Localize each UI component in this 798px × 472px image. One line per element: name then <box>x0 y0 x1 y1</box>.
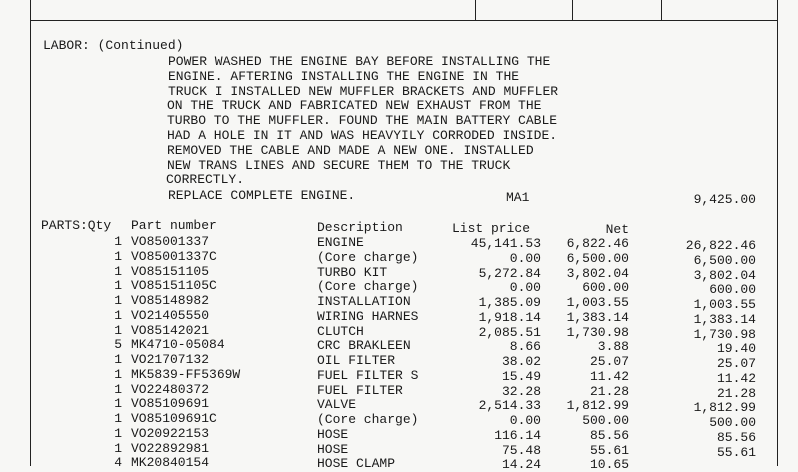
list-price-cell: 32.28 <box>501 383 541 399</box>
qty-cell: 1 <box>114 396 122 412</box>
net-cell: 11.42 <box>589 368 629 384</box>
column-divider <box>572 0 573 20</box>
description-cell: (Core charge) <box>317 279 419 295</box>
description-cell: (Core charge) <box>317 249 419 265</box>
qty-cell: 1 <box>114 322 122 338</box>
description-cell: OIL FILTER <box>317 353 396 368</box>
description-cell: VALVE <box>317 397 357 413</box>
description-cell: (Core charge) <box>317 412 419 427</box>
list-price-cell: 0.00 <box>509 413 541 428</box>
net-cell: 1,812.99 <box>566 398 629 414</box>
description-cell: FUEL FILTER <box>317 382 403 398</box>
header-net: Net <box>605 222 629 237</box>
net-cell: 1,383.14 <box>566 309 629 325</box>
net-cell: 21.28 <box>589 383 629 399</box>
qty-cell: 4 <box>114 455 122 471</box>
list-price-cell: 14.24 <box>501 457 541 472</box>
header-list-price: List price <box>452 221 531 236</box>
part-number-cell: VO85001337 <box>131 234 210 249</box>
header-part-number: Part number <box>131 218 217 233</box>
labor-summary-amount: 9,425.00 <box>693 192 756 207</box>
qty-cell: 1 <box>114 366 122 382</box>
list-price-cell: 116.14 <box>494 427 541 443</box>
net-cell: 55.61 <box>589 442 629 458</box>
qty-cell: 1 <box>114 411 122 426</box>
description-cell: ENGINE <box>317 235 364 250</box>
net-cell: 600.00 <box>582 280 629 296</box>
part-number-cell: MK20840154 <box>131 455 210 471</box>
description-cell: TURBO KIT <box>317 264 388 280</box>
qty-cell: 1 <box>114 381 122 397</box>
list-price-cell: 2,514.33 <box>478 398 541 414</box>
part-number-cell: VO85148982 <box>131 293 210 308</box>
qty-cell: 1 <box>114 440 122 456</box>
labor-heading: LABOR: (Continued) <box>43 38 184 53</box>
top-border <box>30 20 778 21</box>
description-cell: HOSE <box>317 441 349 457</box>
list-price-cell: 5,272.84 <box>478 265 541 281</box>
description-cell: HOSE <box>317 426 349 442</box>
total-cell: 1,812.99 <box>693 400 756 416</box>
net-cell: 10.65 <box>589 457 629 472</box>
total-cell: 85.56 <box>716 429 756 445</box>
total-cell: 55.61 <box>716 444 756 460</box>
total-cell: 11.42 <box>716 370 756 386</box>
description-cell: WIRING HARNES <box>317 308 419 324</box>
labor-note-line: ENGINE. AFTERING INSTALLING THE ENGINE IN THE <box>168 68 520 84</box>
part-number-cell: VO21405550 <box>131 307 210 323</box>
parts-label: PARTS:Qty <box>41 218 112 233</box>
right-border <box>777 0 778 466</box>
list-price-cell: 38.02 <box>501 354 541 369</box>
qty-cell: 1 <box>114 425 122 441</box>
labor-summary-code: MA1 <box>506 190 530 205</box>
labor-note-line: HAD A HOLE IN IT AND WAS HEAVYILY CORRODED INSIDE. <box>167 128 558 143</box>
list-price-cell: 8.66 <box>509 339 541 355</box>
qty-cell: 1 <box>114 234 122 249</box>
net-cell: 6,500.00 <box>566 250 629 266</box>
net-cell: 85.56 <box>589 427 629 443</box>
total-cell: 1,003.55 <box>693 297 756 312</box>
net-cell: 25.07 <box>589 354 629 369</box>
labor-note-line: NEW TRANS LINES AND SECURE THEM TO THE TRUCK <box>167 157 511 173</box>
total-cell: 3,802.04 <box>693 267 756 283</box>
labor-note-line: CORRECTLY. <box>166 172 245 188</box>
list-price-cell: 45,141.53 <box>470 236 541 251</box>
total-cell: 19.40 <box>716 341 756 357</box>
labor-note-line: POWER WASHED THE ENGINE BAY BEFORE INSTALLING THE <box>168 54 551 69</box>
labor-note-line: REMOVED THE CABLE AND MADE A NEW ONE. INSTALLED <box>167 142 534 158</box>
part-number-cell: VO85109691 <box>131 396 210 412</box>
header-description: Description <box>317 220 403 235</box>
part-number-cell: MK5839-FF5369W <box>131 366 241 382</box>
part-number-cell: VO22892981 <box>131 440 210 456</box>
labor-summary-description: REPLACE COMPLETE ENGINE. <box>168 188 356 203</box>
qty-cell: 1 <box>114 263 122 279</box>
part-number-cell: MK4710-05084 <box>131 337 225 353</box>
part-number-cell: VO85109691C <box>131 411 217 426</box>
qty-cell: 1 <box>114 352 122 367</box>
list-price-cell: 2,085.51 <box>478 324 541 340</box>
list-price-cell: 15.49 <box>501 368 541 384</box>
qty-cell: 1 <box>114 248 122 264</box>
qty-cell: 1 <box>114 278 122 294</box>
list-price-cell: 75.48 <box>501 442 541 458</box>
qty-cell: 1 <box>114 307 122 323</box>
total-cell: 6,500.00 <box>693 252 756 268</box>
part-number-cell: VO85001337C <box>131 248 217 264</box>
part-number-cell: VO22480372 <box>131 381 210 397</box>
labor-note-line: TURBO TO THE MUFFLER. FOUND THE MAIN BATTERY CABLE <box>167 113 558 129</box>
net-cell: 6,822.46 <box>566 236 629 251</box>
net-cell: 1,003.55 <box>566 295 629 310</box>
part-number-cell: VO85142021 <box>131 322 210 338</box>
list-price-cell: 1,918.14 <box>478 309 541 325</box>
total-cell: 25.07 <box>716 356 756 371</box>
total-cell: 1,383.14 <box>693 311 756 327</box>
total-cell: 26,822.46 <box>685 238 756 253</box>
part-number-cell: VO21707132 <box>131 352 210 367</box>
net-cell: 1,730.98 <box>566 324 629 340</box>
part-number-cell: VO85151105 <box>131 263 210 279</box>
list-price-cell: 0.00 <box>509 250 541 266</box>
column-divider <box>475 0 476 20</box>
labor-note-line: TRUCK I INSTALLED NEW MUFFLER BRACKETS AND MUFFLER <box>168 83 559 99</box>
labor-note-line: ON THE TRUCK AND FABRICATED NEW EXHAUST FROM THE <box>167 98 542 114</box>
list-price-cell: 1,385.09 <box>478 295 541 310</box>
description-cell: FUEL FILTER S <box>317 367 419 383</box>
column-divider <box>661 0 662 20</box>
total-cell: 1,730.98 <box>693 326 756 342</box>
part-number-cell: VO20922153 <box>131 425 210 441</box>
net-cell: 3,802.04 <box>566 265 629 281</box>
qty-cell: 1 <box>114 293 122 308</box>
total-cell: 600.00 <box>709 282 756 298</box>
net-cell: 3.88 <box>597 339 629 355</box>
net-cell: 500.00 <box>582 413 629 428</box>
total-cell: 500.00 <box>709 415 756 430</box>
total-cell: 21.28 <box>716 385 756 401</box>
description-cell: CRC BRAKLEEN <box>317 338 411 354</box>
qty-cell: 5 <box>114 337 122 353</box>
list-price-cell: 0.00 <box>509 280 541 296</box>
description-cell: HOSE CLAMP <box>317 456 396 472</box>
part-number-cell: VO85151105C <box>131 278 217 294</box>
left-border <box>30 0 31 466</box>
description-cell: INSTALLATION <box>317 294 411 309</box>
description-cell: CLUTCH <box>317 323 364 339</box>
